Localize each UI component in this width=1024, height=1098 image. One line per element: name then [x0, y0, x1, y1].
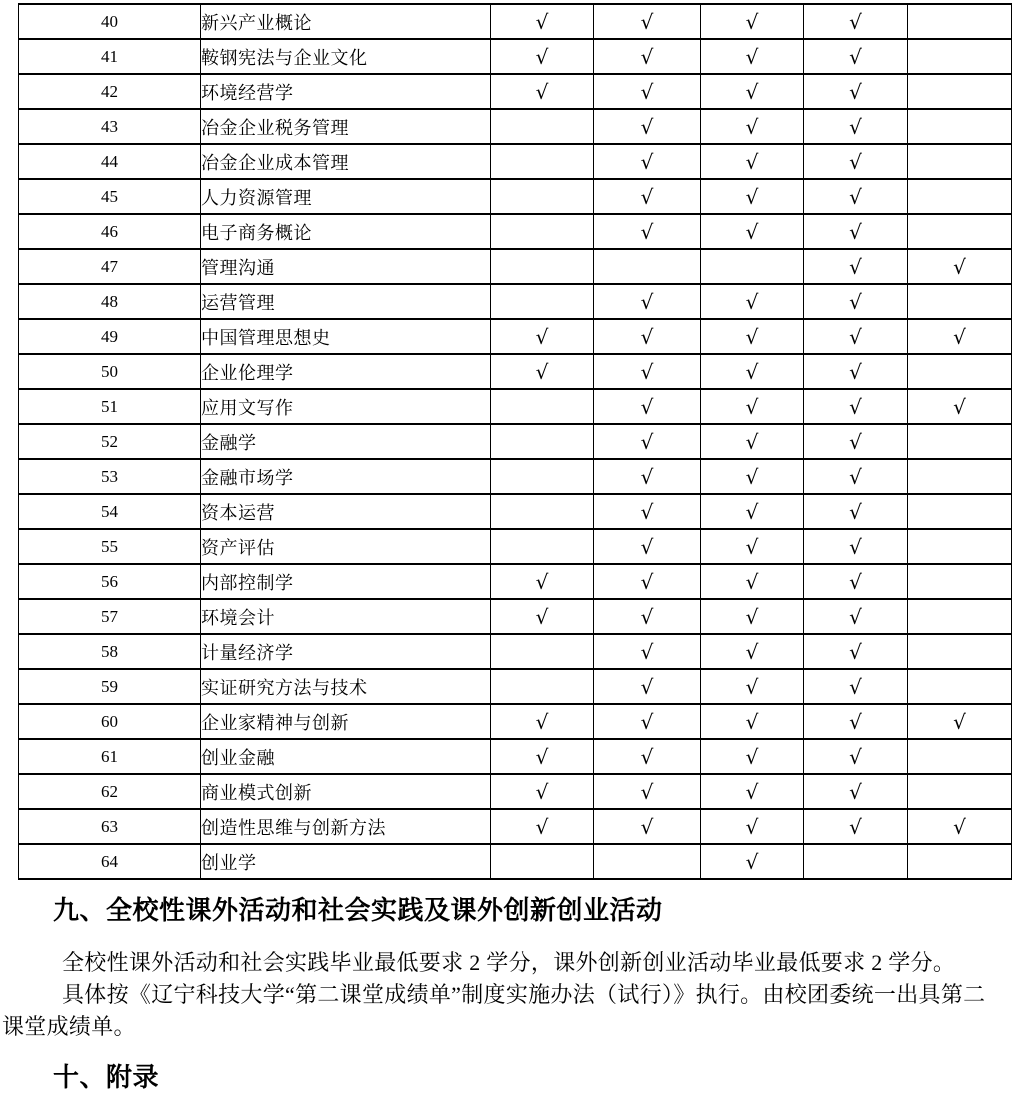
- check-cell-checked: √: [594, 39, 701, 74]
- table-row: [19, 704, 1012, 739]
- check-cell-empty: [491, 424, 594, 459]
- course-number-cell: 63: [19, 809, 201, 844]
- section-9-body: [2, 947, 1024, 1043]
- check-cell-checked: √: [594, 529, 701, 564]
- course-name-cell: 商业模式创新: [201, 774, 491, 809]
- check-cell-checked: √: [594, 634, 701, 669]
- check-cell-empty: [491, 389, 594, 424]
- check-cell-checked: √: [594, 4, 701, 39]
- course-name-cell: 创业学: [201, 844, 491, 879]
- check-cell-checked: √: [804, 284, 908, 319]
- check-cell-empty: [491, 144, 594, 179]
- check-cell-checked: √: [804, 214, 908, 249]
- check-cell-checked: √: [804, 564, 908, 599]
- check-cell-checked: √: [804, 494, 908, 529]
- check-cell-checked: √: [908, 389, 1012, 424]
- check-cell-checked: √: [701, 739, 804, 774]
- check-cell-empty: [908, 494, 1012, 529]
- check-cell-checked: √: [701, 214, 804, 249]
- course-name-cell: 金融市场学: [201, 459, 491, 494]
- check-cell-empty: [908, 634, 1012, 669]
- table-row: [19, 214, 1012, 249]
- table-row: [19, 354, 1012, 389]
- table-row: [19, 74, 1012, 109]
- check-cell-checked: √: [804, 739, 908, 774]
- check-cell-empty: [908, 109, 1012, 144]
- check-cell-checked: √: [804, 39, 908, 74]
- course-name-cell: 资产评估: [201, 529, 491, 564]
- course-number-cell: 48: [19, 284, 201, 319]
- section-9-heading: 九、全校性课外活动和社会实践及课外创新创业活动: [53, 895, 663, 925]
- course-number-cell: 42: [19, 74, 201, 109]
- check-cell-checked: √: [491, 774, 594, 809]
- check-cell-checked: √: [701, 669, 804, 704]
- check-cell-empty: [491, 529, 594, 564]
- check-cell-empty: [491, 109, 594, 144]
- table-row: [19, 144, 1012, 179]
- check-cell-empty: [701, 249, 804, 284]
- check-cell-empty: [491, 249, 594, 284]
- check-cell-checked: √: [594, 424, 701, 459]
- table-row: [19, 319, 1012, 354]
- check-cell-checked: √: [701, 284, 804, 319]
- check-cell-checked: √: [908, 809, 1012, 844]
- table-row: [19, 4, 1012, 39]
- course-number-cell: 47: [19, 249, 201, 284]
- check-cell-checked: √: [594, 599, 701, 634]
- table-row: [19, 179, 1012, 214]
- check-cell-empty: [491, 459, 594, 494]
- check-cell-empty: [908, 599, 1012, 634]
- check-cell-checked: √: [804, 599, 908, 634]
- check-cell-checked: √: [701, 634, 804, 669]
- check-cell-empty: [594, 844, 701, 879]
- check-cell-empty: [594, 249, 701, 284]
- body-line: 课堂成绩单。: [2, 1014, 136, 1039]
- check-cell-checked: √: [594, 284, 701, 319]
- check-cell-empty: [908, 214, 1012, 249]
- check-cell-empty: [491, 844, 594, 879]
- check-cell-empty: [491, 669, 594, 704]
- check-cell-checked: √: [491, 739, 594, 774]
- check-cell-empty: [908, 39, 1012, 74]
- check-cell-checked: √: [701, 144, 804, 179]
- course-name-cell: 人力资源管理: [201, 179, 491, 214]
- check-cell-checked: √: [594, 669, 701, 704]
- course-number-cell: 51: [19, 389, 201, 424]
- course-number-cell: 46: [19, 214, 201, 249]
- course-number-cell: 64: [19, 844, 201, 879]
- check-cell-empty: [491, 634, 594, 669]
- check-cell-empty: [908, 459, 1012, 494]
- course-number-cell: 61: [19, 739, 201, 774]
- check-cell-checked: √: [594, 739, 701, 774]
- table-row: [19, 739, 1012, 774]
- check-cell-checked: √: [701, 459, 804, 494]
- check-cell-checked: √: [701, 424, 804, 459]
- check-cell-checked: √: [908, 704, 1012, 739]
- table-row: [19, 459, 1012, 494]
- table-row: [19, 844, 1012, 879]
- course-number-cell: 52: [19, 424, 201, 459]
- course-name-cell: 鞍钢宪法与企业文化: [201, 39, 491, 74]
- check-cell-checked: √: [491, 74, 594, 109]
- check-cell-checked: √: [701, 704, 804, 739]
- check-cell-checked: √: [594, 389, 701, 424]
- check-cell-checked: √: [804, 354, 908, 389]
- course-number-cell: 59: [19, 669, 201, 704]
- check-cell-empty: [908, 669, 1012, 704]
- course-number-cell: 60: [19, 704, 201, 739]
- course-name-cell: 环境经营学: [201, 74, 491, 109]
- check-cell-empty: [908, 844, 1012, 879]
- check-cell-checked: √: [701, 564, 804, 599]
- check-cell-checked: √: [594, 774, 701, 809]
- course-name-cell: 内部控制学: [201, 564, 491, 599]
- check-cell-checked: √: [594, 319, 701, 354]
- course-name-cell: 创造性思维与创新方法: [201, 809, 491, 844]
- check-cell-checked: √: [701, 354, 804, 389]
- course-table: [18, 3, 1012, 880]
- course-number-cell: 45: [19, 179, 201, 214]
- table-row: [19, 284, 1012, 319]
- course-number-cell: 49: [19, 319, 201, 354]
- check-cell-empty: [908, 774, 1012, 809]
- course-number-cell: 44: [19, 144, 201, 179]
- check-cell-checked: √: [701, 179, 804, 214]
- check-cell-empty: [908, 144, 1012, 179]
- check-cell-checked: √: [491, 4, 594, 39]
- check-cell-empty: [908, 529, 1012, 564]
- check-cell-checked: √: [908, 319, 1012, 354]
- check-cell-checked: √: [804, 634, 908, 669]
- course-number-cell: 56: [19, 564, 201, 599]
- check-cell-checked: √: [594, 459, 701, 494]
- course-name-cell: 环境会计: [201, 599, 491, 634]
- course-table-body: [19, 4, 1012, 879]
- course-name-cell: 冶金企业税务管理: [201, 109, 491, 144]
- check-cell-checked: √: [701, 809, 804, 844]
- body-line: 具体按《辽宁科技大学“第二课堂成绩单”制度实施办法（试行）》执行。由校团委统一出具第二: [62, 982, 986, 1007]
- check-cell-empty: [908, 179, 1012, 214]
- check-cell-empty: [491, 214, 594, 249]
- check-cell-checked: √: [701, 4, 804, 39]
- check-cell-checked: √: [701, 389, 804, 424]
- section-10-heading: 十、附录: [53, 1062, 160, 1092]
- check-cell-checked: √: [594, 704, 701, 739]
- check-cell-checked: √: [491, 809, 594, 844]
- table-row: [19, 634, 1012, 669]
- course-number-cell: 62: [19, 774, 201, 809]
- check-cell-checked: √: [804, 144, 908, 179]
- check-cell-empty: [908, 284, 1012, 319]
- course-number-cell: 41: [19, 39, 201, 74]
- check-cell-empty: [908, 74, 1012, 109]
- check-cell-checked: √: [804, 109, 908, 144]
- table-row: [19, 494, 1012, 529]
- check-cell-checked: √: [701, 74, 804, 109]
- check-cell-checked: √: [701, 494, 804, 529]
- check-cell-checked: √: [804, 704, 908, 739]
- check-cell-checked: √: [908, 249, 1012, 284]
- course-name-cell: 金融学: [201, 424, 491, 459]
- course-name-cell: 应用文写作: [201, 389, 491, 424]
- check-cell-checked: √: [804, 774, 908, 809]
- check-cell-checked: √: [804, 669, 908, 704]
- check-cell-checked: √: [491, 564, 594, 599]
- course-number-cell: 54: [19, 494, 201, 529]
- check-cell-checked: √: [491, 704, 594, 739]
- course-name-cell: 创业金融: [201, 739, 491, 774]
- check-cell-checked: √: [701, 599, 804, 634]
- course-number-cell: 58: [19, 634, 201, 669]
- course-name-cell: 实证研究方法与技术: [201, 669, 491, 704]
- body-line: 全校性课外活动和社会实践毕业最低要求 2 学分，课外创新创业活动毕业最低要求 2 学分。: [62, 950, 956, 975]
- course-name-cell: 企业家精神与创新: [201, 704, 491, 739]
- table-row: [19, 424, 1012, 459]
- check-cell-checked: √: [594, 214, 701, 249]
- course-name-cell: 电子商务概论: [201, 214, 491, 249]
- check-cell-checked: √: [491, 599, 594, 634]
- check-cell-checked: √: [804, 74, 908, 109]
- check-cell-checked: √: [594, 74, 701, 109]
- table-row: [19, 774, 1012, 809]
- table-row: [19, 389, 1012, 424]
- check-cell-empty: [491, 284, 594, 319]
- table-row: [19, 564, 1012, 599]
- table-row: [19, 809, 1012, 844]
- check-cell-checked: √: [804, 459, 908, 494]
- check-cell-checked: √: [804, 809, 908, 844]
- check-cell-checked: √: [701, 529, 804, 564]
- course-number-cell: 50: [19, 354, 201, 389]
- table-row: [19, 39, 1012, 74]
- check-cell-empty: [804, 844, 908, 879]
- check-cell-checked: √: [701, 109, 804, 144]
- table-row: [19, 669, 1012, 704]
- course-name-cell: 企业伦理学: [201, 354, 491, 389]
- course-name-cell: 计量经济学: [201, 634, 491, 669]
- check-cell-checked: √: [491, 354, 594, 389]
- check-cell-checked: √: [701, 844, 804, 879]
- check-cell-empty: [491, 179, 594, 214]
- course-number-cell: 43: [19, 109, 201, 144]
- table-row: [19, 529, 1012, 564]
- check-cell-empty: [908, 564, 1012, 599]
- check-cell-checked: √: [491, 319, 594, 354]
- check-cell-checked: √: [594, 564, 701, 599]
- check-cell-checked: √: [701, 319, 804, 354]
- course-number-cell: 53: [19, 459, 201, 494]
- course-number-cell: 40: [19, 4, 201, 39]
- check-cell-empty: [908, 739, 1012, 774]
- check-cell-empty: [491, 494, 594, 529]
- check-cell-checked: √: [804, 249, 908, 284]
- course-name-cell: 中国管理思想史: [201, 319, 491, 354]
- check-cell-checked: √: [701, 774, 804, 809]
- check-cell-empty: [908, 4, 1012, 39]
- course-name-cell: 资本运营: [201, 494, 491, 529]
- course-name-cell: 运营管理: [201, 284, 491, 319]
- check-cell-checked: √: [804, 179, 908, 214]
- check-cell-checked: √: [594, 179, 701, 214]
- check-cell-checked: √: [804, 529, 908, 564]
- check-cell-checked: √: [594, 354, 701, 389]
- check-cell-checked: √: [594, 109, 701, 144]
- check-cell-checked: √: [594, 494, 701, 529]
- course-number-cell: 57: [19, 599, 201, 634]
- check-cell-empty: [908, 354, 1012, 389]
- check-cell-checked: √: [701, 39, 804, 74]
- check-cell-checked: √: [804, 424, 908, 459]
- check-cell-checked: √: [804, 4, 908, 39]
- check-cell-checked: √: [491, 39, 594, 74]
- course-name-cell: 管理沟通: [201, 249, 491, 284]
- check-cell-checked: √: [594, 144, 701, 179]
- table-row: [19, 599, 1012, 634]
- check-cell-checked: √: [804, 319, 908, 354]
- course-number-cell: 55: [19, 529, 201, 564]
- table-row: [19, 109, 1012, 144]
- course-name-cell: 新兴产业概论: [201, 4, 491, 39]
- check-cell-empty: [908, 424, 1012, 459]
- check-cell-checked: √: [804, 389, 908, 424]
- check-cell-checked: √: [594, 809, 701, 844]
- table-row: [19, 249, 1012, 284]
- course-name-cell: 冶金企业成本管理: [201, 144, 491, 179]
